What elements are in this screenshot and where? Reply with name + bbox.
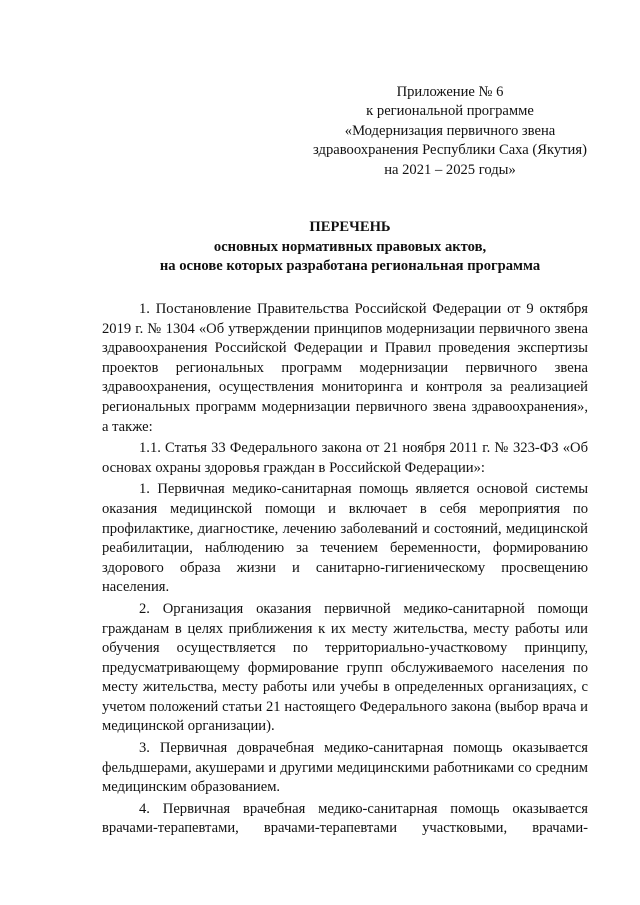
heading-subtitle-line: на основе которых разработана региональная программа <box>159 258 541 275</box>
paragraph-item-1: 1. Постановление Правительства Российской Федерации от 9 октября 2019 г. № 1304 «Об утверждении принципов модернизации первичного звена здравоохранения Российской Федерации и Правил проведения экспертизы проектов региональных программ модернизации первичного звена здравоохранения, осуществления мониторинга и контроля за реализацией региональных программ модернизации первичного звена здравоохранения», а также: <box>102 301 588 435</box>
paragraph-clause-2: 2. Организация оказания первичной медико-санитарной помощи гражданам в целях приближения к их месту жительства, месту работы или обучения осуществляется по территориально-участковому принципу, предусматривающему формирование групп обслуживаемого населения по месту жительства, месту работы или учебы в определенных организациях, с учетом положений статьи 21 настоящего Федерального закона (выбор врача и медицинской организации). <box>102 600 588 735</box>
annex-line: «Модернизация первичного звена <box>344 122 556 139</box>
paragraph-clause-4: 4. Первичная врачебная медико-санитарная помощь оказывается врачами-терапевтами, врачами-терапевтами участковыми, врачами- <box>102 800 588 837</box>
document-heading <box>100 218 600 277</box>
annex-line: здравоохранения Республики Саха (Якутия) <box>313 142 587 159</box>
annex-line: на 2021 – 2025 годы» <box>384 161 516 178</box>
paragraph-clause-3: 3. Первичная доврачебная медико-санитарная помощь оказывается фельдшерами, акушерами и другими медицинскими работниками со средним медицинским образованием. <box>102 740 588 796</box>
paragraph-item-1-1: 1.1. Статья 33 Федерального закона от 21 ноября 2011 г. № 323-ФЗ «Об основах охраны здоровья граждан в Российской Федерации»: <box>102 440 588 476</box>
annex-reference <box>300 83 600 180</box>
heading-subtitle-line: основных нормативных правовых актов, <box>213 238 487 255</box>
annex-line: Приложение № 6 <box>396 84 504 100</box>
annex-line: к региональной программе <box>366 103 534 120</box>
heading-title: ПЕРЕЧЕНЬ <box>309 219 391 235</box>
document-body <box>102 300 588 841</box>
paragraph-clause-1: 1. Первичная медико-санитарная помощь является основой системы оказания медицинской помощи и включает в себя мероприятия по профилактике, диагностике, лечению заболеваний и состояний, медицинской реабилитации, наблюдению за течением беременности, формированию здорового образа жизни и санитарно-гигиеническому просвещению населения. <box>102 481 588 596</box>
